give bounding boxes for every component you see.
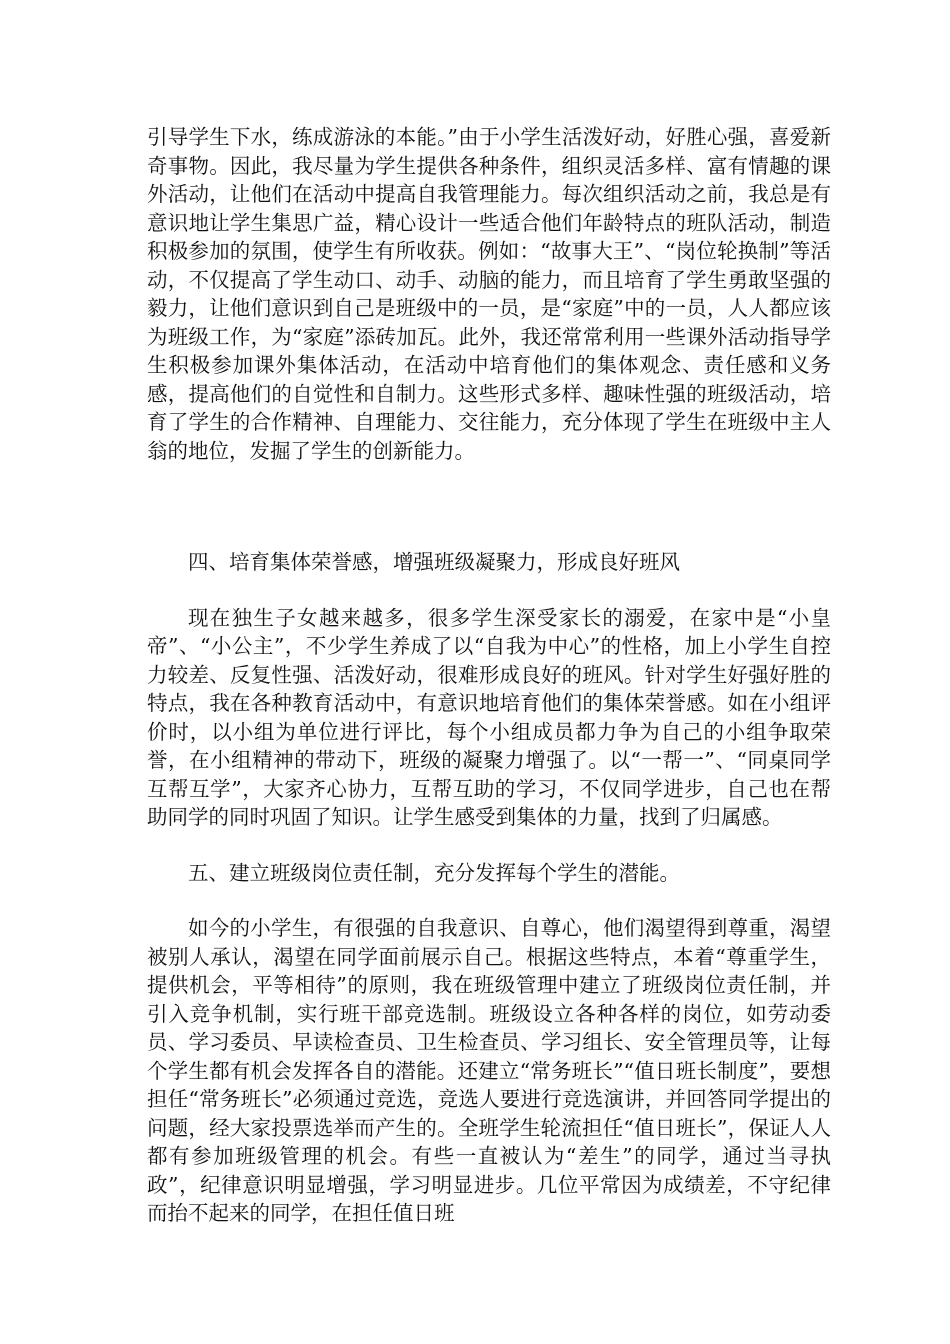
paragraph-student-activities: 引导学生下水，练成游泳的本能。”由于小学生活泼好动，好胜心强，喜爱新奇事物。因此，我尽量为学生提供各种条件，组织灵活多样、富有情趣的课外活动，让他们在活动中提高自我管理能力。每次组织活动之前，我总是有意识地让学生集思广益，精心设计一些适合他们年龄特点的班队活动，制造积极参加的氛围，使学生有所收获。例如：“故事大王”、“岗位轮换制”等活动，不仅提高了学生动口、动手、动脑的能力，而且培育了学生勇敢坚强的毅力，让他们意识到自己是班级中的一员，是“家庭”中的一员，人人都应该为班级工作，为“家庭”添砖加瓦。此外，我还常常利用一些课外活动指导学生积极参加课外集体活动，在活动中培育他们的集体观念、责任感和义务感，提高他们的自觉性和自制力。这些形式多样、趣味性强的班级活动，培育了学生的合作精神、自理能力、交往能力，充分体现了学生在班级中主人翁的地位，发掘了学生的创新能力。 [147, 125, 831, 463]
section-spacer [147, 465, 831, 548]
section-spacer [147, 887, 831, 914]
paragraph-position-responsibility: 如今的小学生，有很强的自我意识、自尊心，他们渴望得到尊重，渴望被别人承认，渴望在同学面前展示自己。根据这些特点，本着“尊重学生，提供机会，平等相待”的原则，我在班级管理中建立了班级岗位责任制，并引入竞争机制，实行班干部竞选制。班级设立各种各样的岗位，如劳动委员、学习委员、早读检查员、卫生检查员、学习组长、安全管理员等，让每个学生都有机会发挥各自的潜能。还建立“常务班长”“值日班长制度”，要想担任“常务班长”必须通过竞选，竞选人要进行竞选演讲，并回答同学提出的问题，经大家投票选举而产生的。全班学生轮流担任“值日班长”，保证人人都有参加班级管理的机会。有些一直被认为“差生”的同学，通过当寻执政”，纪律意识明显增强，学习明显进步。几位平常因为成绩差，不守纪律而抬不起来的同学，在担任值日班 [147, 916, 831, 1225]
section-heading-four: 四、培育集体荣誉感，增强班级凝聚力，形成良好班风 [188, 550, 680, 574]
section-heading-five: 五、建立班级岗位责任制，充分发挥每个学生的潜能。 [188, 860, 680, 885]
document-page [147, 123, 831, 1228]
section-spacer [147, 577, 831, 604]
section-spacer [147, 832, 831, 859]
paragraph-collective-honor: 现在独生子女越来越多，很多学生深受家长的溺爱，在家中是“小皇帝”、“小公主”，不少学生养成了以“自我为中心”的性格，加上小学生自控力较差、反复性强、活泼好动，很难形成良好的班风。针对学生好强好胜的特点，我在各种教育活动中，有意识地培育他们的集体荣誉感。如在小组评价时，以小组为单位进行评比，每个小组成员都力争为自己的小组争取荣誉，在小组精神的带动下，班级的凝聚力增强了。以“一帮一”、“同桌同学互帮互学”，大家齐心协力，互帮互助的学习，不仅同学进步，自己也在帮助同学的同时巩固了知识。让学生感受到集体的力量，找到了归属感。 [147, 605, 831, 829]
